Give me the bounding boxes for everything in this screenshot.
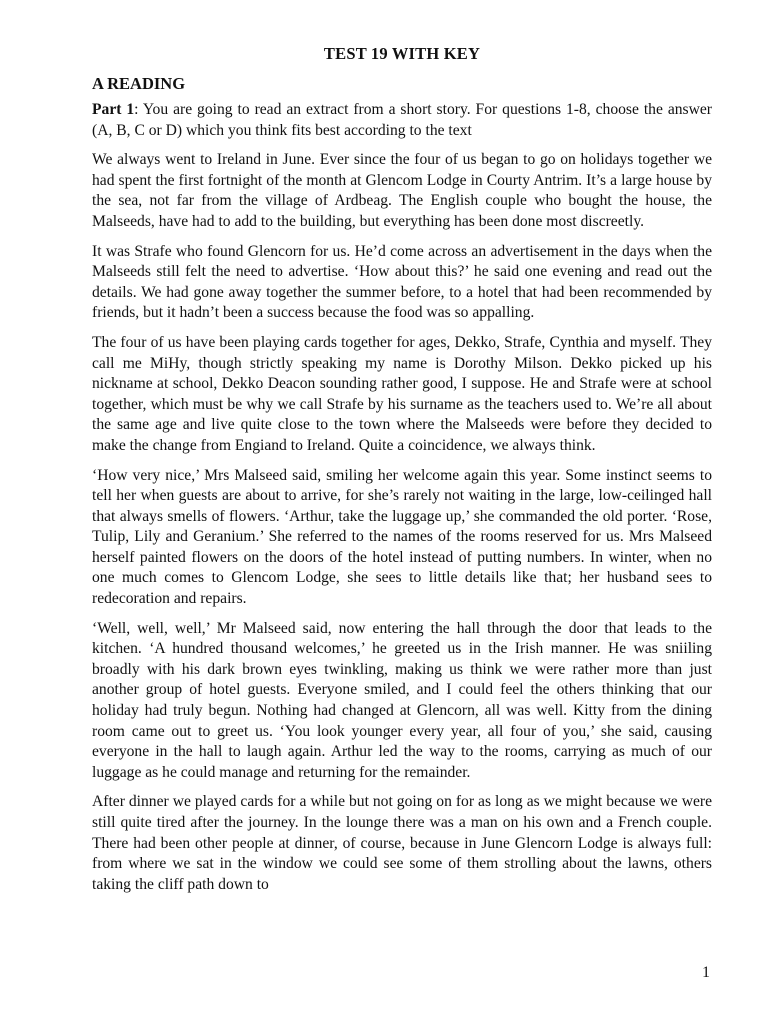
- part-label: Part 1: [92, 101, 135, 118]
- paragraph-6: After dinner we played cards for a while but not going on for as long as we might because we were still quite tired after the journey. In the lounge there was a man on his own and a French couple. There had been other people at dinner, of course, because in June Glencorn Lodge is always full: from where we sat in the window we could see some of them strolling about the lawns, others taking the cliff path down to: [92, 793, 712, 893]
- paragraph-3: The four of us have been playing cards together for ages, Dekko, Strafe, Cynthia and myself. They call me MiHy, though strictly speaking my name is Dorothy Milson. Dekko picked up his nickname at school, Dekko Deacon sounding rather good, I suppose. He and Strafe were at school together, which must be why we call Strafe by his surname as the teachers used to. We’re all about the same age and live quite close to the town where the Malseeds were before they decided to make the change from Engiand to Ireland. Quite a coincidence, we always think.: [92, 333, 712, 454]
- page-number: 1: [702, 964, 710, 981]
- part-instructions: [92, 100, 712, 141]
- section-heading: A READING: [92, 74, 186, 93]
- paragraph-5: ‘Well, well, well,’ Mr Malseed said, now entering the hall through the door that leads to the kitchen. ‘A hundred thousand welcomes,’ he greeted us in the Irish manner. He was sniiling broadly with his dark brown eyes twinkling, making us think we were rather more than just another group of hotel guests. Everyone smiled, and I could feel the others thinking that our holiday had truly begun. Nothing had changed at Glencorn, all was well. Kitty from the dining room came out to greet us. ‘You look younger every year, all four of you,’ she said, causing everyone in the hall to laugh again. Arthur led the way to the rooms, carrying as much of our luggage as he could manage and returning for the remainder.: [92, 619, 712, 781]
- paragraph-2: It was Strafe who found Glencorn for us. He’d come across an advertisement in the days when the Malseeds still felt the need to advertise. ‘How about this?’ he said one evening and read out the details. We had gone away together the summer before, to a hotel that had been recommended by friends, but it hadn’t been a success because the food was so appalling.: [92, 242, 712, 322]
- part-text: : You are going to read an extract from a short story. For questions 1-8, choose the answer (A, B, C or D) which you think fits best according to the text: [92, 101, 712, 139]
- document-page: [92, 40, 712, 904]
- document-title: TEST 19 WITH KEY: [323, 44, 481, 63]
- paragraph-4: ‘How very nice,’ Mrs Malseed said, smiling her welcome again this year. Some instinct seems to tell her when guests are about to arrive, for she’s rarely not waiting in the large, low-ceilinged hall that always smells of flowers. ‘Arthur, take the luggage up,’ she commanded the old porter. ‘Rose, Tulip, Lily and Geranium.’ She referred to the names of the rooms reserved for us. Mrs Malseed herself painted flowers on the doors of the hotel instead of putting numbers. In winter, when no one much comes to Glencom Lodge, she sees to little details like that; her husband sees to redecoration and repairs.: [92, 466, 712, 608]
- paragraph-1: We always went to Ireland in June. Ever since the four of us began to go on holidays together we had spent the first fortnight of the month at Glencom Lodge in Courty Antrim. It’s a large house by the sea, not far from the village of Ardbeag. The English couple who bought the house, the Malseeds, have had to add to the building, but everything has been done most discreetly.: [92, 151, 712, 230]
